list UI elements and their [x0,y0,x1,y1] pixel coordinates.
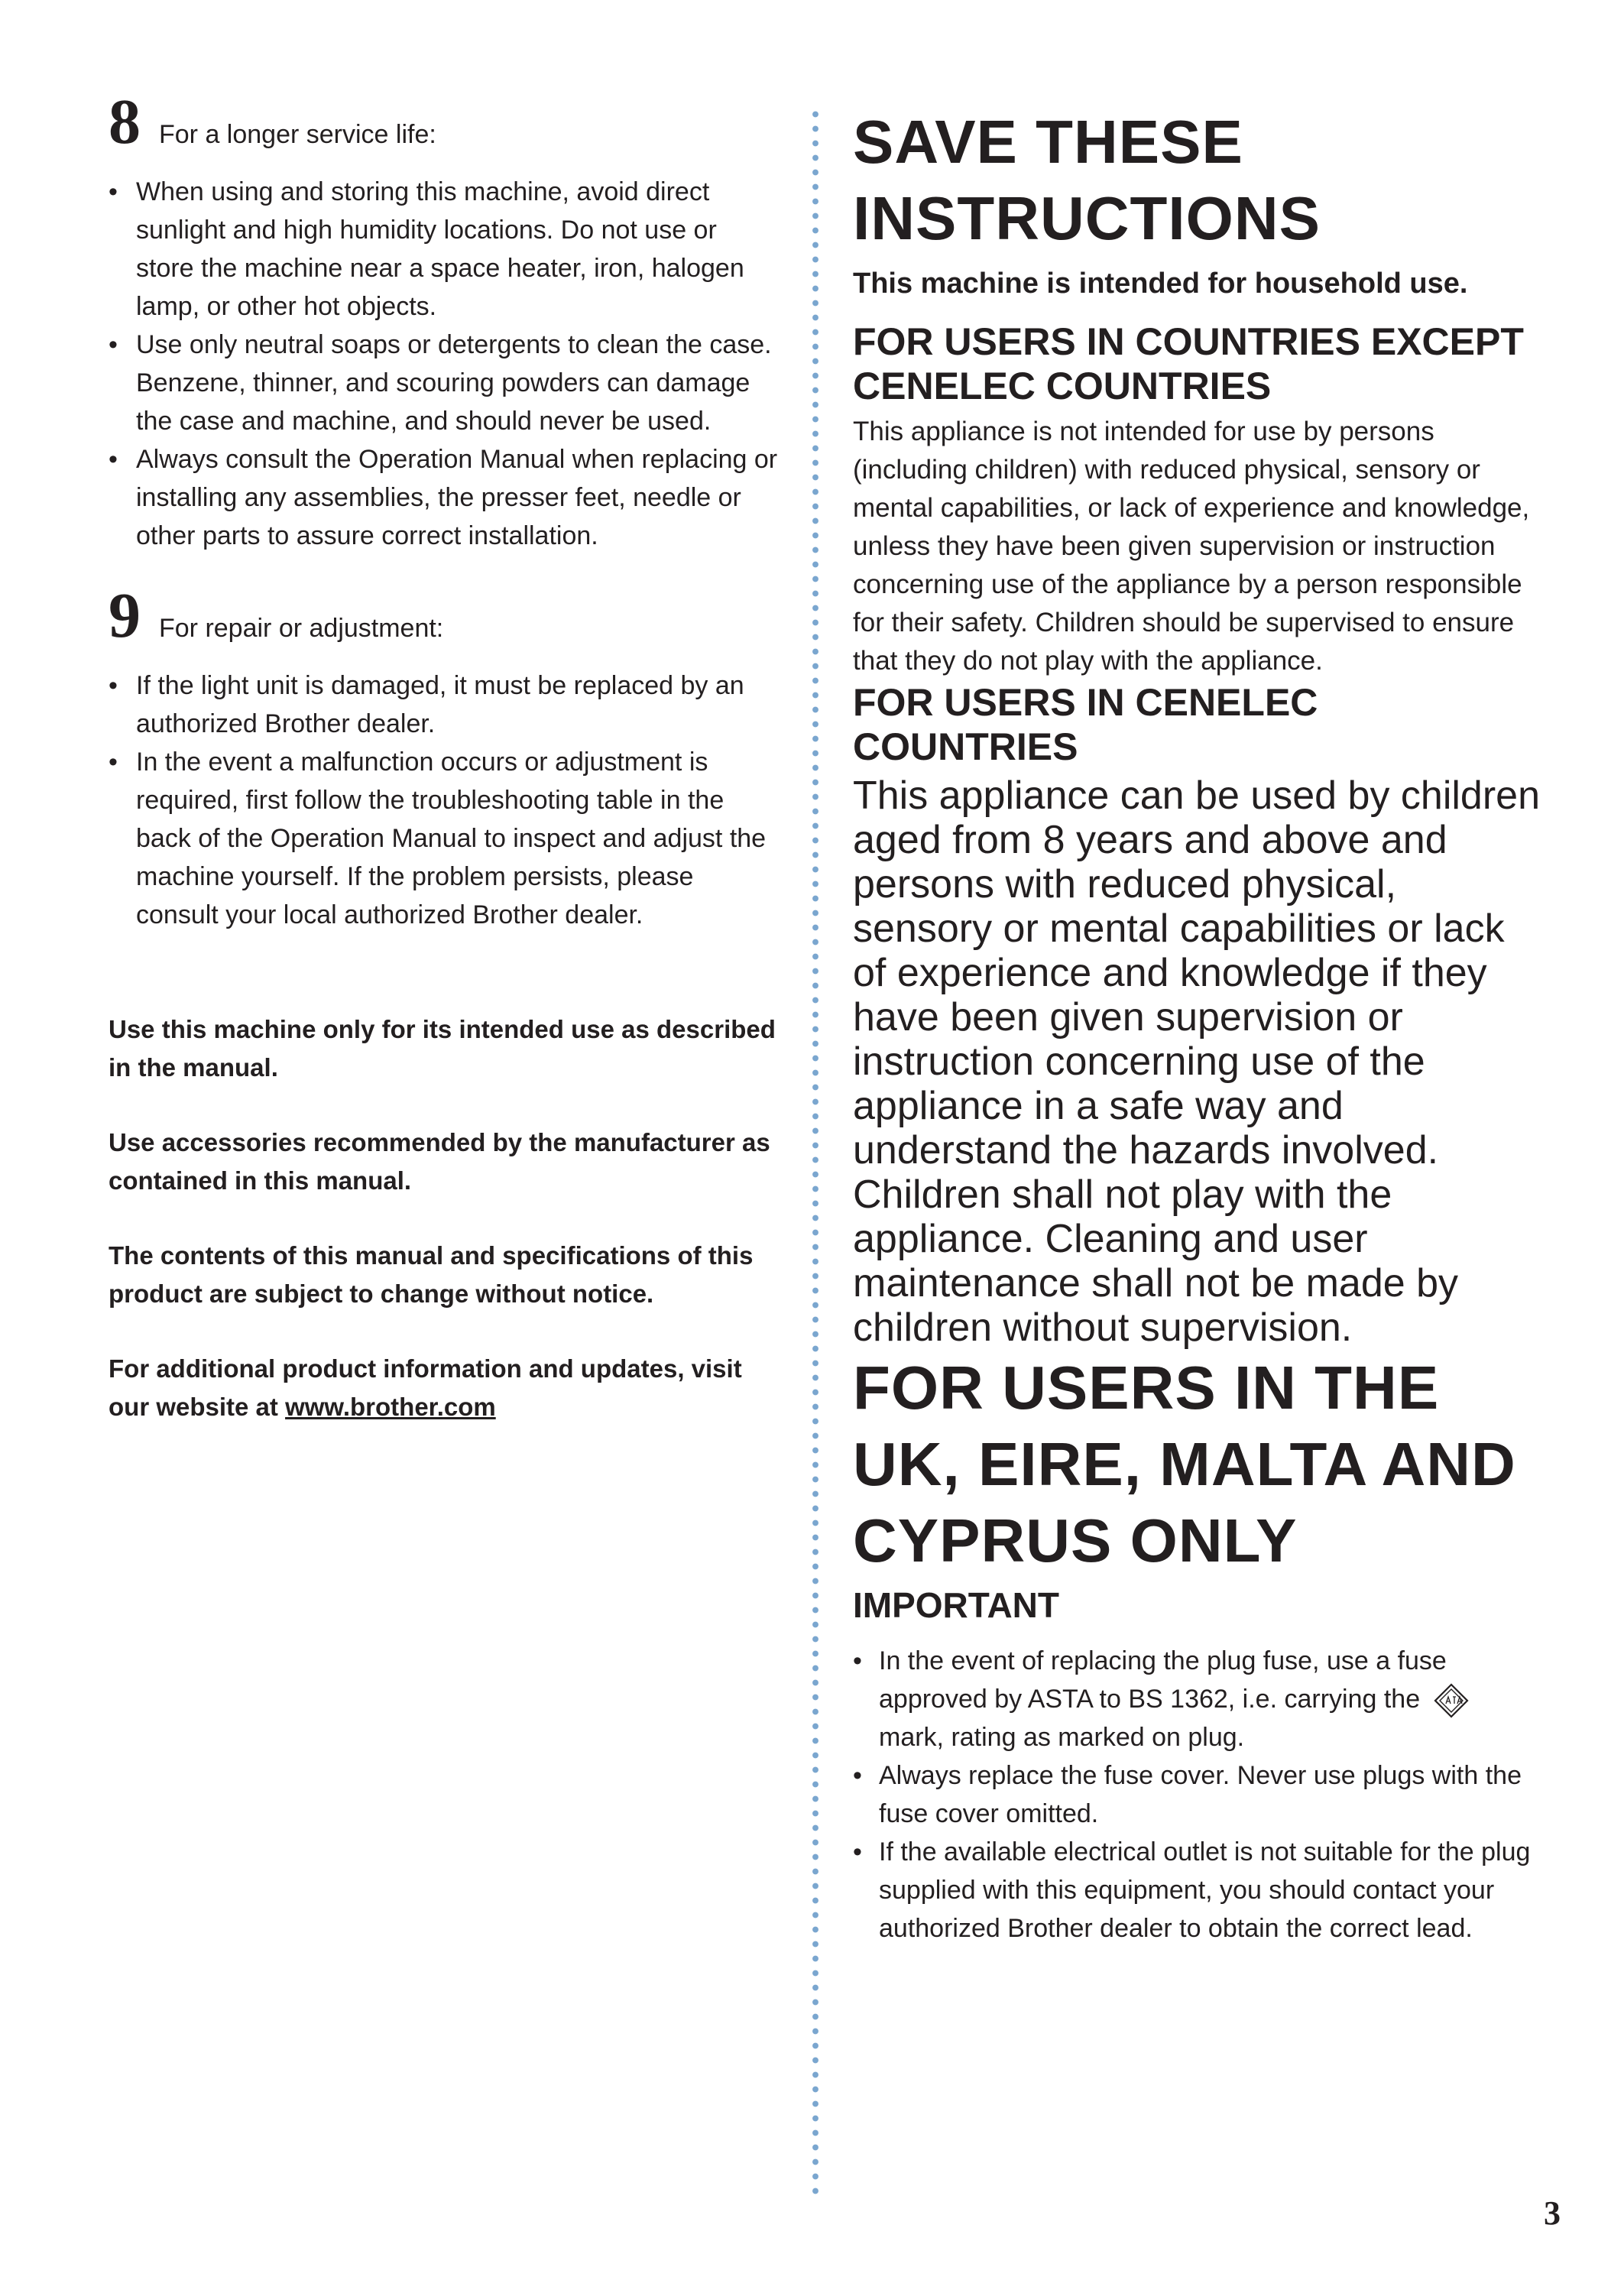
uk-section-title: FOR USERS IN THE UK, EIRE, MALTA AND CYPRUS ONLY [853,1354,1516,1575]
section-9-title: For repair or adjustment: [159,614,444,643]
save-instructions-title: SAVE THESE INSTRUCTIONS [853,108,1321,252]
change-notice-note: The contents of this manual and specifications of this product are subject to change without notice. [109,1241,754,1308]
section-8-number: 8 [109,86,141,157]
accessories-note: Use accessories recommended by the manufacturer as contained in this manual. [109,1128,770,1195]
section-8-header [109,86,781,157]
section-8 [109,86,781,555]
list-item: • If the available electrical outlet is not suitable for the plug supplied with this equipment, you should contact your authorized Brother dealer to obtain the correct lead. [853,1833,1541,1948]
non-cenelec-body: This appliance is not intended for use by persons (including children) with reduced physical, sensory or mental capabilities, or lack of experience and knowledge, unless they have been given supervision or instruction concerning use of the appliance by a person responsible for their safety. Children should be supervised to ensure that they do not play with the appliance. [853,417,1530,676]
list-item: • In the event a malfunction occurs or adjustment is required, first follow the troubleshooting table in the back of the Operation Manual to inspect and adjust the machine yourself. If the problem persists, please consult your local authorized Brother dealer. [109,743,781,934]
list-item: • Always consult the Operation Manual when replacing or installing any assemblies, the presser feet, needle or other parts to assure correct installation. [109,440,781,555]
uk-list [853,1642,1541,1948]
list-item: • When using and storing this machine, avoid direct sunlight and high humidity locations. Do not use or store the machine near a space heater, iron, halogen lamp, or other hot objects. [109,173,781,326]
left-column [109,86,781,1463]
website-prefix: For additional product information and updates, visit our website at [109,1354,742,1421]
asta-mark-icon [1434,1683,1469,1718]
notes-block [109,1010,781,1426]
section-9 [109,580,781,934]
page-number: 3 [1544,2194,1561,2232]
cenelec-body: This appliance can be used by children aged from 8 years and above and persons with reduced physical, sensory or mental capabilities or lack of experience and knowledge if they have been given supervision or instruction concerning use of the appliance in a safe way and understand the hazards involved. Children shall not play with the appliance. Cleaning and user maintenance shall not be made by children without supervision. [853,774,1541,1350]
intended-use-note: Use this machine only for its intended use as described in the manual. [109,1015,776,1082]
section-8-list [109,173,781,555]
fuse-text-part1: In the event of replacing the plug fuse, use a fuse approved by ASTA to BS 1362, i.e. carrying the [879,1646,1447,1714]
non-cenelec-heading: FOR USERS IN COUNTRIES EXCEPT CENELEC COUNTRIES [853,320,1524,407]
household-use-note: This machine is intended for household use. [853,268,1468,300]
list-item: • Always replace the fuse cover. Never use plugs with the fuse cover omitted. [853,1756,1541,1833]
right-column [853,104,1541,1948]
list-item: • If the light unit is damaged, it must be replaced by an authorized Brother dealer. [109,666,781,743]
important-heading: IMPORTANT [853,1585,1060,1625]
website-link[interactable]: www.brother.com [285,1393,496,1421]
list-item: • Use only neutral soaps or detergents to clean the case. Benzene, thinner, and scouring powders can damage the case and machine, and should never be used. [109,326,781,440]
section-9-list [109,666,781,934]
fuse-text-part2: mark, rating as marked on plug. [879,1723,1245,1753]
website-note [109,1350,781,1426]
section-8-title: For a longer service life: [159,120,436,149]
column-divider [812,107,818,2201]
section-9-number: 9 [109,580,141,651]
cenelec-heading: FOR USERS IN CENELEC COUNTRIES [853,681,1318,768]
section-9-header [109,580,781,651]
list-item [853,1642,1541,1756]
